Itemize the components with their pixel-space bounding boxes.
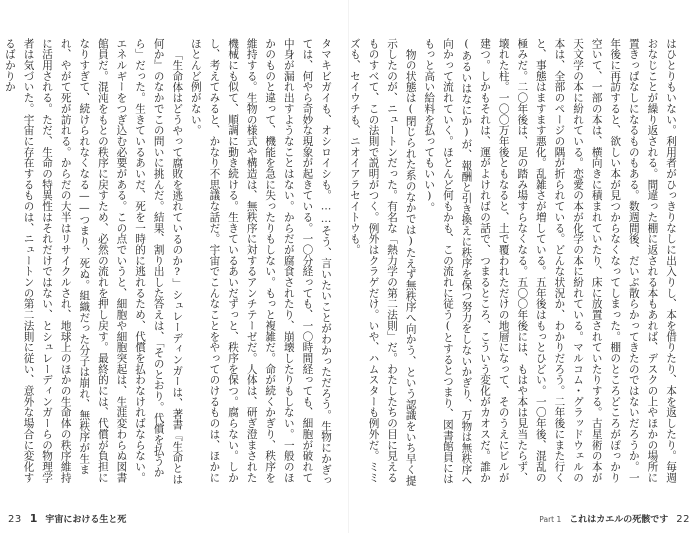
page-number: 22 xyxy=(676,514,690,525)
chapter-title: 宇宙における生と死 xyxy=(45,515,127,525)
right-page-footer xyxy=(539,512,690,525)
right-page xyxy=(349,0,698,533)
paragraph: 物の状態は(閉じられた系のなかでは)たえず無秩序へ向かう、という認識をいち早く提示したのが、ニュートンだった。有名な「熱力学の第二法則」だ。わたしたちの目に見えるものすべて、この法則で説明がつく。例外はクラゲだけ。いや、ハムスターも例外だ。ミミズも、セイウチも、ニオイアラセイトウも。 xyxy=(348,38,417,486)
chapter-title: これはカエルの死骸です xyxy=(569,515,669,525)
page-number: 23 xyxy=(8,514,22,525)
chapter-number: 1 xyxy=(29,512,38,525)
left-page-body xyxy=(3,38,335,490)
paragraph: タマキビガイも、オシロイシも。……そう、言いたいことがわかっただろう。生物にかぎっては、何やら奇妙な現象が起きている。一〇分経っても、一〇時間経っても、細胞が破れて中身が漏れ出すようなことはない。からだが腐食されたり、崩壊したりもしない。一般のほかのものと違って、機能を急に失ったりもしない。もっと複雑だ。命が続くかぎり、秩序を維持する。生物の様式や構造は、無秩序に対するアンチテーゼだ。人体は、研ぎ澄まされた機械にも似て、順調に動き続ける。生きているあいだずっと、秩序を保つ。腐らない。しかし、考えてみると、かなり不思議な話だ。宇宙でこんなことをやってのけるものは、ほかにほとんど例がない。 xyxy=(189,38,332,486)
paragraph: 「生命体はどうやって腐敗を逃れているのか?」シュレーディンガーは、著書『生命とは何か』のなかでこの問いに挑んだ。結果、割り出した答えは、「そのとおり。代償を払うから」だった。生きているあいだ、死を一時的に逃れるため、代償を払わなければならない。エネルギーをつぎ込む必要がある。この点でいうと、細胞や細胞突起は、生涯変わらぬ図書館員だ。混沌をもとの秩序に戻すため、必然の流れを押し戻す。最終的には、代償が負担になりすぎて、続けられなくなる——つまり、死ぬ。組織だった分子は崩れ、無秩序が生まれ、やがて死が訪れる。からだの大半はリサイクルされ、地球上のほかの生命体の秩序維持に活用される。ただ、生命の特異性はそれだけではない、とシュレーディンガーらの物理学者は気づいた。宇宙に存在するものは、ニュートンの第二法則に従い、意外な場合に変化するばかりか xyxy=(3,38,184,484)
left-page-footer xyxy=(8,512,126,525)
part-label: Part 1 xyxy=(539,515,562,524)
paragraph: はひとりもいない。利用者がひっきりなしに出入りし、本を借りたり、本を返したり。毎週おなじことが繰り返される。間違った棚に返される本もあれば、デスクの上やほかの場所に置きっぱなしになるものもある。数週間後、だいぶ散らかってきたのではないだろうか。一年後に再訪すると、欲しい本が見つからなくなってしまった。棚のところどころがぽっかり空いて、一部の本は、横向きに積まれていたり、床に放置されていたりする。古星術の本が天文学の本に紛れている。恋愛の本が化学の本に紛れている。マルコム・グラッドウェルの本は、全部のページの隅が折られている。どんな状況か、わかりだろう。二年後にまた行くと、事態はますます悪化。乱雑さが増している。五年後はもっとひどい。一〇年後、混乱の極みだ。二〇年後は、足の踏み場すらなくなる。五〇〇年後には、もはや本は見当たらず、壊れた柱。一〇〇万年後ともなると、土で覆われただけの地層になって、そのうえにビルが建つ。しかもそれは、運がよければの話で、つまるところ、こういう変化がカオスだ。誰か(あるいはなにか)が、報酬と引き換えに秩序を保つ努力をしないかぎり、万物は無秩序へ向かって流れていく。ほとんど何もかも、この流れに従う(とするとつまり、図書館員にはもっと高い給料を払ってもいい)。 xyxy=(423,38,677,486)
right-page-body xyxy=(348,38,680,490)
